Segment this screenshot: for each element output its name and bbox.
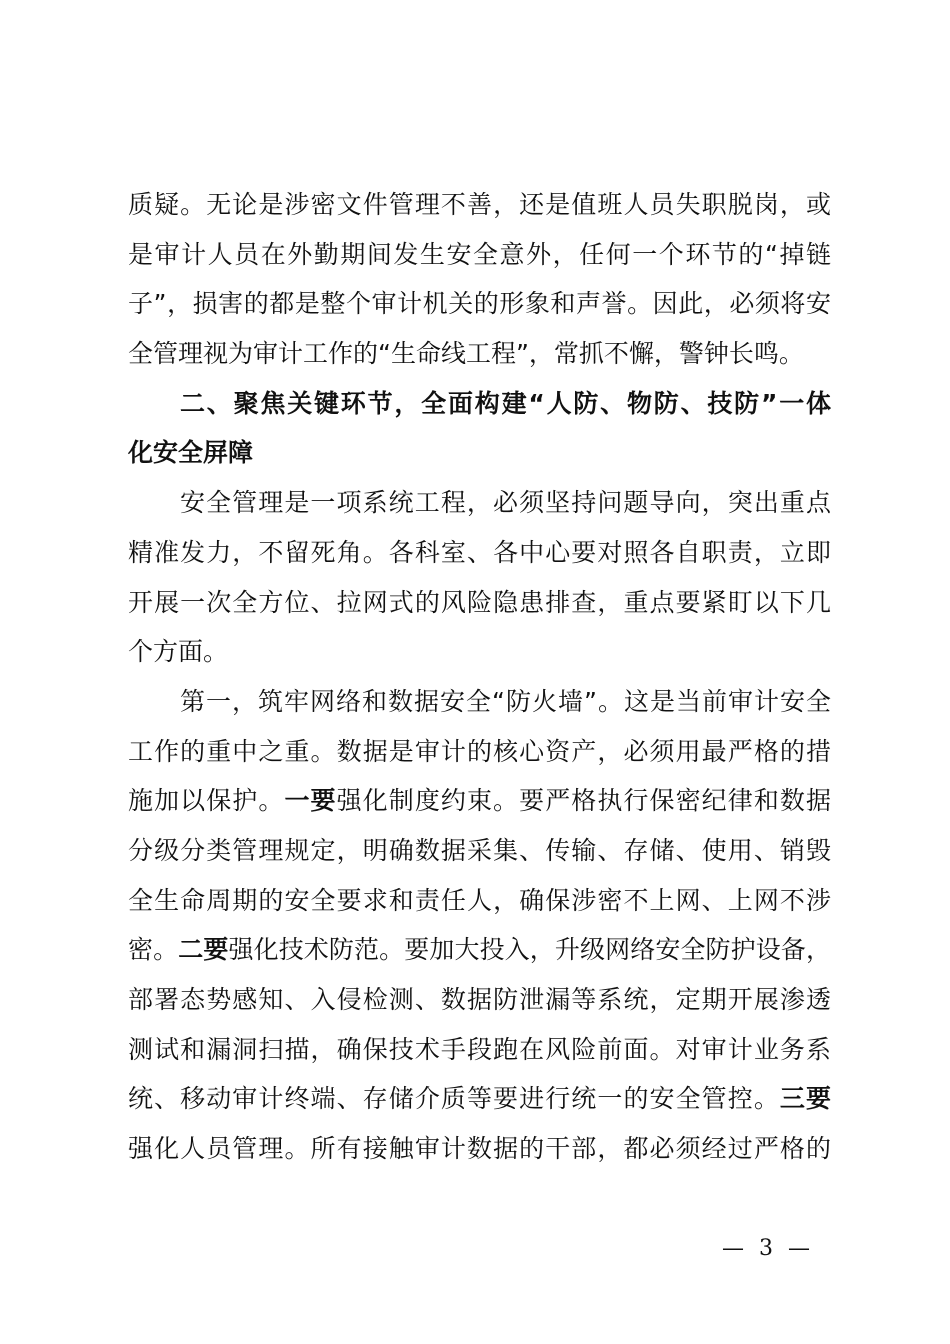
- paragraph: [128, 180, 831, 379]
- text-segment: 分级分类管理规定，明确数据采集、传输、存储、使用、销毁: [128, 835, 831, 865]
- text-line: [128, 528, 831, 578]
- text-segment: 精准发力，不留死角。各科室、各中心要对照各自职责，立即: [128, 537, 831, 567]
- text-line: [128, 1025, 831, 1075]
- text-segment: 第一，筑牢网络和数据安全“防火墙”。这是当前审计安全: [180, 686, 831, 716]
- text-segment: 密。: [128, 935, 179, 965]
- text-segment: 全管理视为审计工作的“生命线工程”，常抓不懈，警钟长鸣。: [128, 339, 804, 369]
- text-line: [128, 677, 831, 727]
- text-line: [128, 627, 831, 677]
- text-segment: 工作的重中之重。数据是审计的核心资产，必须用最严格的措: [128, 736, 831, 766]
- text-segment: 统、移动审计终端、存储介质等要进行统一的安全管控。: [128, 1084, 780, 1114]
- text-line: [128, 180, 831, 230]
- text-segment: 是审计人员在外勤期间发生安全意外，任何一个环节的“掉链: [128, 239, 831, 269]
- document-body: [128, 180, 831, 1174]
- text-line: [128, 876, 831, 926]
- text-line: [128, 776, 831, 826]
- text-line: [128, 379, 831, 429]
- bold-text: 三要: [779, 1084, 831, 1114]
- bold-text: 二要: [178, 935, 229, 965]
- text-segment: 全生命周期的安全要求和责任人，确保涉密不上网、上网不涉: [128, 885, 831, 915]
- text-line: [128, 826, 831, 876]
- paragraph: [128, 677, 831, 1174]
- text-line: [128, 1124, 831, 1174]
- text-segment: 安全管理是一项系统工程，必须坚持问题导向，突出重点: [180, 488, 831, 518]
- text-segment: 强化技术防范。要加大投入，升级网络安全防护设备，: [228, 935, 831, 965]
- text-line: [128, 975, 831, 1025]
- text-segment: 强化人员管理。所有接触审计数据的干部，都必须经过严格的: [128, 1134, 831, 1164]
- section-heading: [128, 379, 831, 478]
- text-line: [128, 478, 831, 528]
- text-segment: 强化制度约束。要严格执行保密纪律和数据: [336, 786, 831, 816]
- text-line: [128, 279, 831, 329]
- text-segment: 开展一次全方位、拉网式的风险隐患排查，重点要紧盯以下几: [128, 587, 831, 617]
- text-line: [128, 329, 831, 379]
- text-segment: 部署态势感知、入侵检测、数据防泄漏等系统，定期开展渗透: [128, 985, 831, 1014]
- bold-text: 一要: [284, 786, 337, 816]
- text-segment: 个方面。: [128, 637, 229, 667]
- text-segment: 子”，损害的都是整个审计机关的形象和声誉。因此，必须将安: [128, 289, 831, 319]
- text-line: [128, 578, 831, 628]
- text-segment: 二、聚焦关键环节，全面构建“人防、物防、技防”一体: [180, 388, 831, 418]
- text-segment: 测试和漏洞扫描，确保技术手段跑在风险前面。对审计业务系: [128, 1034, 831, 1064]
- text-line: [128, 925, 831, 975]
- text-line: [128, 727, 831, 777]
- text-line: [128, 230, 831, 280]
- text-line: [128, 428, 831, 478]
- text-line: [128, 1074, 831, 1124]
- page-number: — 3 —: [722, 1236, 814, 1261]
- text-segment: 施加以保护。: [128, 786, 285, 816]
- paragraph: [128, 478, 831, 677]
- text-segment: 化安全屏障: [128, 438, 254, 468]
- text-segment: 质疑。无论是涉密文件管理不善，还是值班人员失职脱岗，或: [128, 190, 831, 219]
